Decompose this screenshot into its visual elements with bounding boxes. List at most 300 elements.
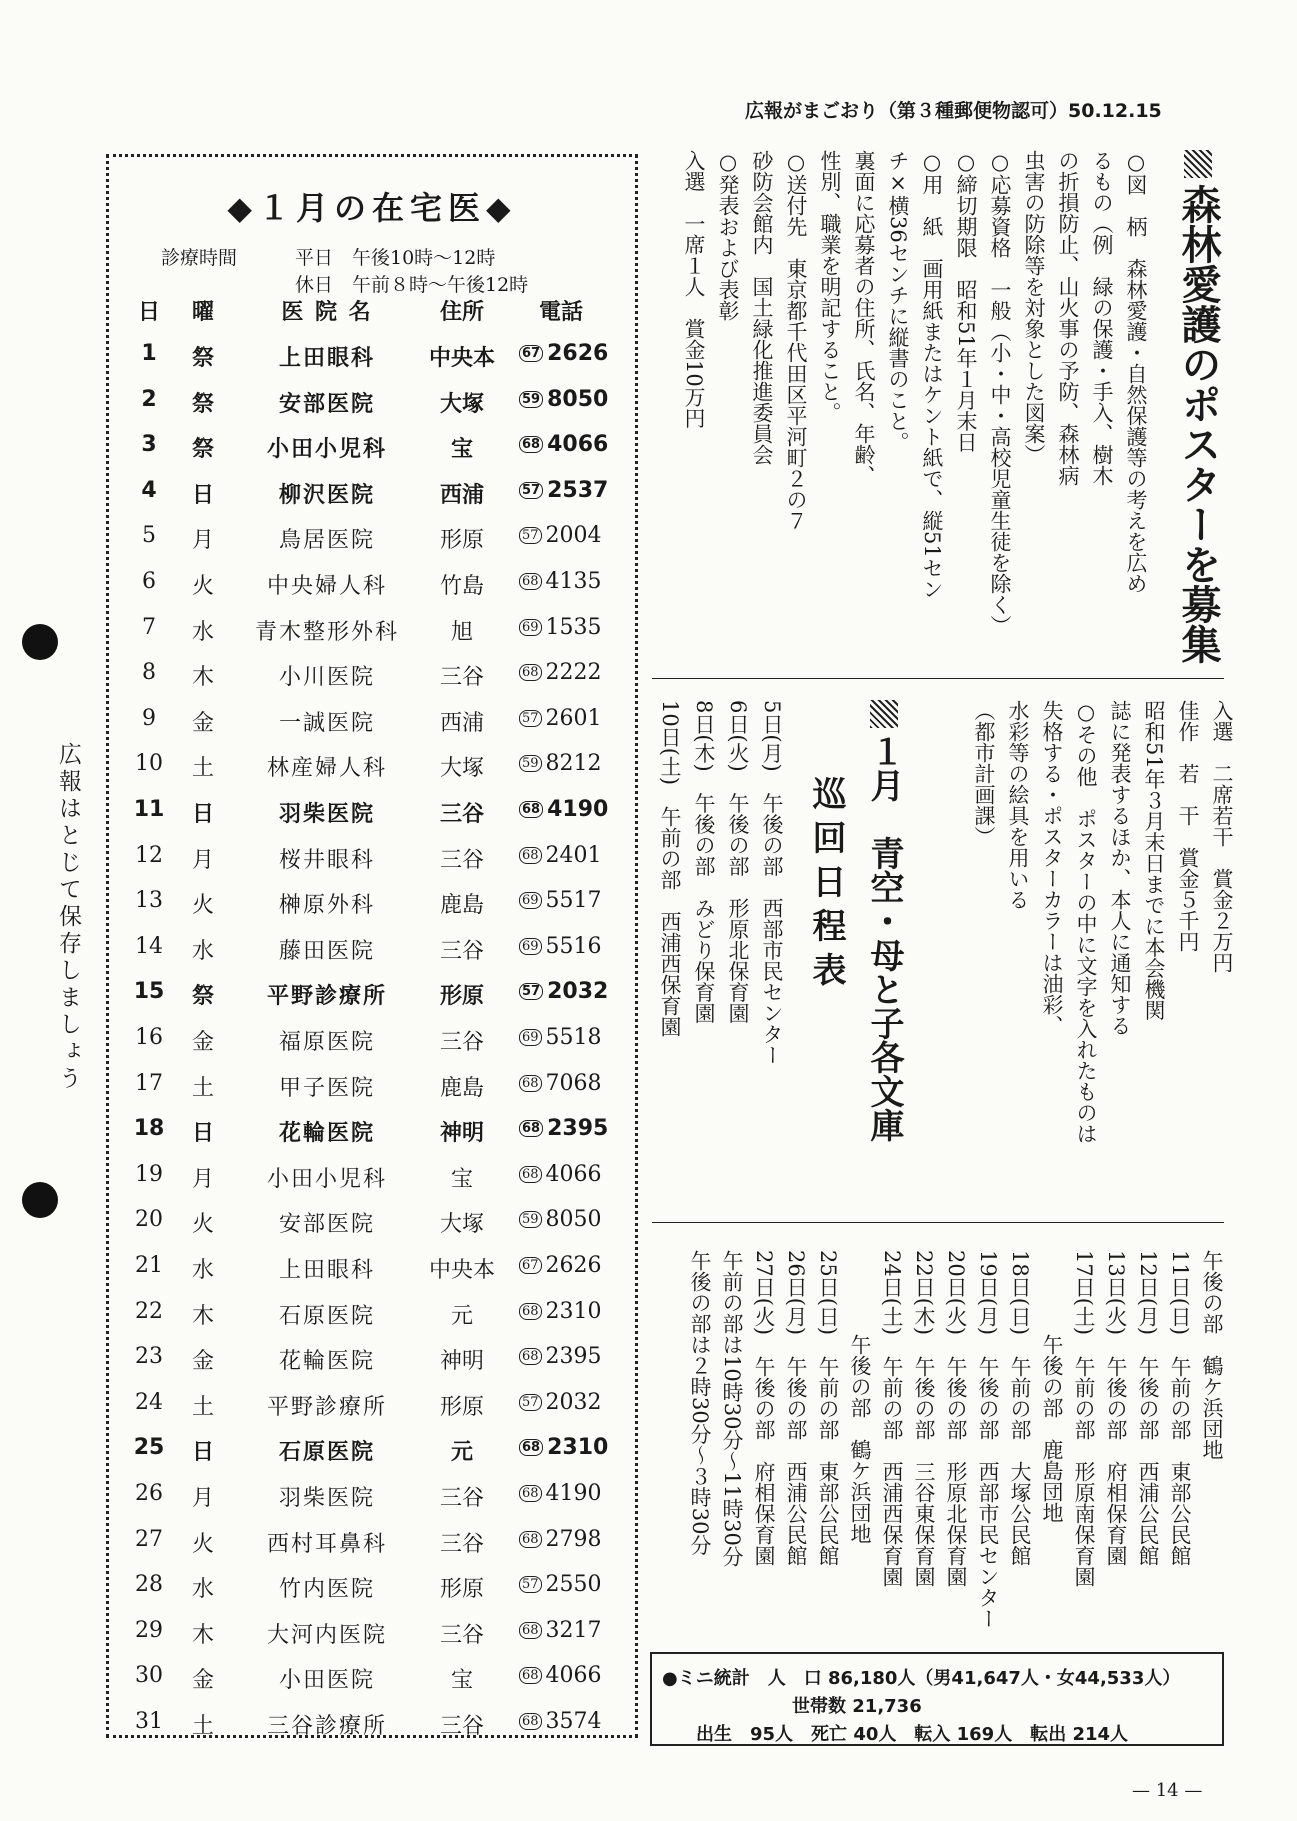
row-place: 三谷 [439, 1030, 484, 1055]
text-column: ○応募資格 一般（小・中・高校児童生徒を除く） [988, 150, 1012, 636]
row-tel: 8050 [545, 1207, 602, 1233]
table-row [127, 1116, 627, 1156]
row-exchange: 68 [519, 801, 543, 818]
text-column: 26日(月) 午後の部 西浦公民館 [784, 1250, 808, 1567]
table-row [127, 523, 627, 563]
row-day: 22 [135, 1298, 163, 1324]
row-day: 11 [133, 797, 165, 822]
table-row [127, 478, 627, 518]
table-row [127, 888, 627, 928]
row-place: 元 [450, 1440, 473, 1466]
row-exchange: 68 [519, 1120, 543, 1137]
table-row [127, 706, 627, 746]
row-phone [519, 843, 625, 868]
row-tel: 2401 [545, 842, 602, 868]
row-day: 27 [135, 1526, 163, 1552]
table-row [127, 1572, 627, 1612]
row-place: 形原 [439, 984, 484, 1010]
row-dow: 土 [191, 1394, 214, 1420]
row-exchange: 68 [519, 847, 542, 864]
table-row [127, 1435, 627, 1475]
row-day: 30 [135, 1663, 163, 1689]
text-column: 11日(日) 午前の部 東部公民館 [1168, 1250, 1192, 1567]
row-dow: 水 [191, 619, 214, 645]
schedule-title: ◆１月の在宅医◆ [227, 189, 517, 227]
row-tel: 8050 [547, 386, 609, 412]
text-column: 12日(月) 午後の部 西浦公民館 [1136, 1250, 1160, 1567]
row-exchange: 68 [519, 1075, 542, 1092]
row-phone [519, 660, 625, 685]
row-exchange: 69 [519, 938, 542, 955]
row-day: 24 [135, 1389, 163, 1415]
row-phone [519, 797, 625, 822]
hours-label: 診療時間 [161, 247, 238, 269]
row-dow: 火 [191, 893, 214, 919]
table-header [127, 295, 627, 335]
row-dow: 木 [191, 1622, 214, 1648]
row-dow: 祭 [191, 346, 214, 371]
row-dow: 金 [191, 1668, 214, 1694]
row-phone [519, 751, 625, 776]
row-day: 7 [142, 614, 156, 640]
table-row [127, 979, 627, 1019]
table-row [127, 1481, 627, 1521]
table-row [127, 615, 627, 655]
poster-title [1170, 150, 1227, 664]
text-column: ○用 紙 画用紙またはケント紙で、縦51セン [920, 150, 944, 600]
row-phone [519, 934, 625, 959]
row-day: 4 [141, 477, 157, 503]
row-exchange: 59 [519, 755, 542, 772]
divider [652, 1222, 1224, 1223]
row-place: 三谷 [439, 802, 484, 827]
table-row [127, 1390, 627, 1430]
row-exchange: 67 [519, 1257, 542, 1274]
row-place: 中央本 [428, 1258, 495, 1283]
row-day: 17 [135, 1070, 163, 1096]
row-dow: 水 [191, 1258, 214, 1283]
hatch-mark [1184, 150, 1212, 178]
row-dow: 日 [191, 1440, 214, 1466]
text-column: 誌に発表するほか、本人に通知する [1108, 700, 1132, 1036]
row-place: 神明 [439, 1349, 484, 1375]
row-day: 20 [135, 1207, 163, 1233]
row-exchange: 59 [519, 391, 543, 408]
row-day: 16 [135, 1025, 163, 1050]
page-number: — 14 — [1132, 1780, 1203, 1801]
row-day: 13 [135, 888, 163, 914]
row-dow: 祭 [191, 437, 214, 463]
row-place: 三谷 [439, 847, 484, 873]
row-clinic: 石原医院 [278, 1440, 375, 1466]
row-dow: 木 [191, 1303, 214, 1329]
row-exchange: 69 [519, 892, 542, 909]
row-clinic: 甲子医院 [278, 1075, 375, 1101]
row-tel: 4066 [545, 1161, 602, 1187]
row-place: 旭 [450, 619, 473, 645]
row-phone [519, 341, 625, 366]
row-clinic: 羽柴医院 [278, 802, 375, 827]
row-place: 宝 [450, 437, 473, 463]
row-day: 5 [142, 523, 156, 549]
row-dow: 火 [191, 1531, 214, 1557]
row-dow: 日 [191, 482, 214, 508]
row-place: 宝 [450, 1166, 473, 1192]
hours-holiday: 休日 午前８時～午後12時 [295, 274, 529, 296]
text-column: 入選 二席若干 賞金２万円 [1210, 700, 1234, 973]
row-day: 26 [135, 1481, 163, 1506]
row-dow: 月 [191, 1486, 214, 1511]
row-clinic: 福原医院 [278, 1030, 375, 1055]
row-phone [519, 1344, 625, 1369]
text-column: ○その他 ポスターの中に文字を入れたものは [1074, 700, 1098, 1144]
row-day: 3 [141, 432, 157, 458]
row-clinic: 小田小児科 [266, 1166, 387, 1192]
row-tel: 2798 [545, 1526, 602, 1552]
row-tel: 2310 [547, 1435, 609, 1461]
row-day: 29 [135, 1617, 163, 1643]
row-day: 8 [142, 660, 156, 686]
row-clinic: 平野診療所 [266, 984, 387, 1010]
text-column: チ×横36センチに縦書のこと。 [886, 150, 910, 453]
row-clinic: 桜井眼科 [278, 847, 375, 873]
text-column: ○送付先 東京都千代田区平河町２の７ [784, 150, 808, 531]
text-column: 13日(火) 午後の部 府相保育園 [1104, 1250, 1128, 1567]
row-tel: 2537 [547, 477, 609, 503]
bunko-subtitle: 巡回日程表 [806, 776, 846, 996]
row-dow: 日 [191, 1121, 214, 1147]
row-tel: 2550 [545, 1572, 602, 1598]
row-phone [519, 1663, 625, 1688]
row-day: 1 [141, 341, 157, 366]
col-dow: 曜 [191, 300, 214, 325]
row-dow: 祭 [191, 391, 214, 417]
row-dow: 祭 [191, 984, 214, 1010]
row-dow: 土 [191, 756, 214, 782]
text-column: の折損防止、山火事の予防、森林病 [1056, 150, 1080, 486]
row-place: 三谷 [439, 938, 484, 964]
row-clinic: 平野診療所 [266, 1394, 387, 1420]
row-place: 三谷 [439, 1486, 484, 1511]
row-tel: 4135 [545, 569, 602, 594]
row-clinic: 藤田医院 [278, 938, 375, 964]
row-clinic: 上田眼科 [278, 1258, 375, 1283]
row-tel: 2004 [545, 523, 602, 549]
row-tel: 2395 [547, 1116, 609, 1142]
row-exchange: 69 [519, 1029, 542, 1046]
row-phone [519, 1116, 625, 1141]
stats-population: ●ミニ統計 人 口 86,180人（男41,647人・女44,533人） [662, 1668, 1181, 1689]
col-day: 日 [137, 300, 160, 325]
row-clinic: 青木整形外科 [254, 619, 399, 645]
row-day: 21 [135, 1253, 163, 1278]
row-clinic: 花輪医院 [278, 1349, 375, 1375]
row-tel: 2601 [545, 705, 602, 731]
table-row [127, 1253, 627, 1293]
row-tel: 5518 [545, 1025, 602, 1050]
row-phone [519, 1435, 625, 1460]
row-exchange: 68 [519, 436, 543, 453]
row-place: 鹿島 [439, 1075, 484, 1101]
row-exchange: 68 [519, 1713, 542, 1730]
table-row [127, 843, 627, 883]
row-tel: 4066 [545, 1663, 602, 1689]
row-phone [519, 387, 625, 412]
table-row [127, 751, 627, 791]
text-column: 水彩等の絵具を用いる [1006, 700, 1030, 910]
row-place: 形原 [439, 528, 484, 554]
row-exchange: 57 [519, 482, 543, 499]
row-place: 神明 [439, 1121, 484, 1147]
text-column: 入選 一席１人 賞金10万円 [682, 150, 706, 429]
row-tel: 2032 [547, 979, 609, 1005]
row-clinic: 安部医院 [278, 391, 375, 417]
text-column: ○発表および表彰 [716, 150, 740, 321]
row-clinic: 鳥居医院 [278, 528, 375, 554]
table-row [127, 1299, 627, 1339]
row-clinic: 三谷診療所 [266, 1714, 387, 1739]
bunko-title [860, 700, 909, 1142]
row-dow: 月 [191, 528, 214, 554]
row-dow: 日 [191, 802, 214, 827]
table-row [127, 1663, 627, 1703]
text-column: 8日(木) 午後の部 みどり保育園 [692, 700, 716, 1024]
table-row [127, 797, 627, 837]
table-row [127, 569, 627, 609]
row-dow: 水 [191, 1577, 214, 1603]
row-day: 15 [133, 979, 165, 1005]
row-clinic: 石原医院 [278, 1303, 375, 1329]
row-clinic: 羽柴医院 [278, 1486, 375, 1511]
row-tel: 2626 [545, 1253, 602, 1278]
row-place: 元 [450, 1303, 473, 1329]
divider [652, 678, 1224, 679]
row-exchange: 68 [519, 1667, 542, 1684]
text-column: 10日(土) 午前の部 西浦西保育園 [658, 700, 682, 1038]
row-clinic: 安部医院 [278, 1212, 375, 1238]
text-column: 17日(土) 午前の部 形原南保育園 [1072, 1250, 1096, 1588]
row-phone [519, 1390, 625, 1415]
text-column: 6日(火) 午後の部 形原北保育園 [726, 700, 750, 1024]
row-tel: 4190 [545, 1481, 602, 1506]
table-row [127, 1207, 627, 1247]
row-clinic: 一誠医院 [278, 710, 375, 736]
row-exchange: 68 [519, 1303, 542, 1320]
page-header: 広報がまごおり（第３種郵便物認可）50.12.15 [745, 100, 1162, 122]
table-row [127, 660, 627, 700]
table-row [127, 341, 627, 381]
row-day: 2 [141, 386, 157, 412]
row-phone [519, 1299, 625, 1324]
text-column: 27日(火) 午後の部 府相保育園 [752, 1250, 776, 1567]
text-column: 午後の部 鹿島団地 [1040, 1250, 1064, 1523]
text-column: 25日(日) 午前の部 東部公民館 [816, 1250, 840, 1567]
stats-households: 世帯数 21,736 [792, 1696, 922, 1717]
table-row [127, 1071, 627, 1111]
row-phone [519, 1207, 625, 1232]
text-column: 20日(火) 午後の部 形原北保育園 [944, 1250, 968, 1588]
row-exchange: 57 [519, 710, 542, 727]
row-day: 25 [133, 1435, 165, 1461]
row-exchange: 68 [519, 1439, 543, 1456]
row-exchange: 69 [519, 619, 542, 636]
row-exchange: 68 [519, 1622, 542, 1639]
row-tel: 5517 [545, 888, 602, 914]
text-column: 24日(土) 午前の部 西浦西保育園 [880, 1250, 904, 1588]
text-column: 砂防会館内 国土緑化推進委員会 [750, 150, 774, 465]
row-place: 中央本 [428, 346, 495, 371]
row-exchange: 57 [519, 1576, 542, 1593]
table-row [127, 1162, 627, 1202]
row-dow: 木 [191, 665, 214, 691]
stats-movement: 出生 95人 死亡 40人 転入 169人 転出 214人 [696, 1724, 1129, 1745]
row-tel: 2222 [545, 660, 602, 686]
table-row [127, 387, 627, 427]
row-tel: 5516 [545, 933, 602, 959]
row-exchange: 68 [519, 1531, 542, 1548]
row-place: 三谷 [439, 665, 484, 691]
row-phone [519, 979, 625, 1004]
row-place: 三谷 [439, 1622, 484, 1648]
row-tel: 2395 [545, 1344, 602, 1370]
row-tel: 3574 [545, 1709, 602, 1734]
row-place: 竹島 [439, 574, 484, 599]
row-phone [519, 569, 625, 594]
row-phone [519, 1572, 625, 1597]
text-column: 裏面に応募者の住所、氏名、年齢、 [852, 150, 876, 486]
row-day: 31 [135, 1709, 163, 1734]
hatch-mark [870, 700, 898, 728]
row-day: 19 [135, 1161, 163, 1187]
row-place: 宝 [450, 1668, 473, 1694]
row-phone [519, 1071, 625, 1096]
text-column: 午前の部は10時30分～11時30分 [720, 1250, 744, 1567]
text-column: 失格する・ポスターカラーは油彩、 [1040, 700, 1064, 1036]
doctor-schedule-box [106, 154, 638, 1738]
row-phone [519, 1527, 625, 1552]
bunko-title-text: １月 青空・母と子各文庫 [864, 734, 904, 1142]
row-day: 28 [135, 1572, 163, 1598]
row-exchange: 68 [519, 1166, 542, 1183]
col-tel: 電話 [539, 300, 584, 325]
text-column: ○締切期限 昭和51年１月末日 [954, 150, 978, 453]
row-phone [519, 1709, 625, 1734]
row-phone [519, 1162, 625, 1187]
text-column: るもの（例 緑の保護・手入、樹木 [1090, 150, 1114, 486]
poster-title-text: 森林愛護のポスターを募集 [1175, 184, 1221, 664]
row-phone [519, 615, 625, 640]
row-day: 9 [142, 705, 156, 731]
side-note: 広報はとじて保存しましょう [55, 742, 81, 1093]
row-phone [519, 478, 625, 503]
row-place: 形原 [439, 1577, 484, 1603]
row-tel: 3217 [545, 1617, 602, 1643]
row-clinic: 花輪医院 [278, 1121, 375, 1147]
row-place: 西浦 [439, 482, 484, 508]
row-clinic: 林産婦人科 [266, 756, 387, 782]
table-row [127, 1709, 627, 1749]
row-clinic: 西村耳鼻科 [266, 1531, 387, 1557]
row-phone [519, 1481, 625, 1506]
table-row [127, 1527, 627, 1567]
text-column: 午後の部 鶴ケ浜団地 [848, 1250, 872, 1544]
text-column: 性別、職業を明記すること。 [818, 150, 842, 423]
text-column: 22日(木) 午後の部 三谷東保育園 [912, 1250, 936, 1588]
row-dow: 土 [191, 1075, 214, 1101]
row-exchange: 68 [519, 1348, 542, 1365]
table-row [127, 1025, 627, 1065]
text-column: （都市計画課） [972, 700, 996, 847]
row-phone [519, 523, 625, 548]
row-dow: 水 [191, 938, 214, 964]
row-dow: 金 [191, 710, 214, 736]
row-place: 大塚 [439, 391, 484, 417]
table-row [127, 1344, 627, 1384]
row-phone [519, 706, 625, 731]
row-exchange: 67 [519, 345, 543, 362]
hours-weekday: 平日 午後10時～12時 [295, 247, 496, 269]
row-dow: 月 [191, 847, 214, 873]
mini-stats [650, 1652, 1224, 1746]
row-exchange: 68 [519, 573, 542, 590]
row-exchange: 57 [519, 983, 543, 1000]
row-tel: 1535 [545, 614, 602, 640]
row-place: 大塚 [439, 1212, 484, 1238]
row-clinic: 中央婦人科 [266, 574, 387, 599]
row-exchange: 68 [519, 1485, 542, 1502]
row-place: 大塚 [439, 756, 484, 782]
row-tel: 4190 [547, 797, 609, 822]
table-row [127, 1618, 627, 1658]
row-clinic: 柳沢医院 [278, 482, 375, 508]
row-day: 10 [135, 751, 163, 777]
row-tel: 8212 [545, 751, 602, 777]
row-phone [519, 888, 625, 913]
row-phone [519, 432, 625, 457]
row-place: 鹿島 [439, 893, 484, 919]
col-name: 医 院 名 [281, 300, 373, 325]
row-exchange: 68 [519, 664, 542, 681]
row-day: 18 [133, 1116, 165, 1142]
row-exchange: 57 [519, 1394, 542, 1411]
col-place: 住所 [439, 300, 484, 325]
row-tel: 2032 [545, 1389, 602, 1415]
row-tel: 7068 [545, 1070, 602, 1096]
row-clinic: 榊原外科 [278, 893, 375, 919]
text-column: 虫害の防除等を対象とした図案） [1022, 150, 1046, 465]
row-dow: 金 [191, 1349, 214, 1375]
text-column: 午後の部 鶴ケ浜団地 [1200, 1250, 1224, 1460]
text-column: ○図 柄 森林愛護・自然保護等の考えを広め [1124, 150, 1148, 594]
row-dow: 土 [191, 1714, 214, 1739]
row-place: 形原 [439, 1394, 484, 1420]
text-column: 19日(月) 午後の部 西部市民センター [976, 1250, 1000, 1630]
text-column: 佳作 若 干 賞金５千円 [1176, 700, 1200, 952]
row-clinic: 大河内医院 [266, 1622, 387, 1648]
row-phone [519, 1253, 625, 1278]
row-tel: 2626 [547, 341, 609, 366]
text-column: 5日(月) 午後の部 西部市民センター [760, 700, 784, 1066]
row-tel: 4066 [547, 432, 609, 458]
row-clinic: 上田眼科 [278, 346, 375, 371]
row-dow: 火 [191, 574, 214, 599]
row-exchange: 59 [519, 1211, 542, 1228]
table-row [127, 934, 627, 974]
row-phone [519, 1618, 625, 1643]
row-day: 23 [135, 1344, 163, 1370]
text-column: 18日(日) 午前の部 大塚公民館 [1008, 1250, 1032, 1567]
row-day: 6 [142, 569, 156, 594]
